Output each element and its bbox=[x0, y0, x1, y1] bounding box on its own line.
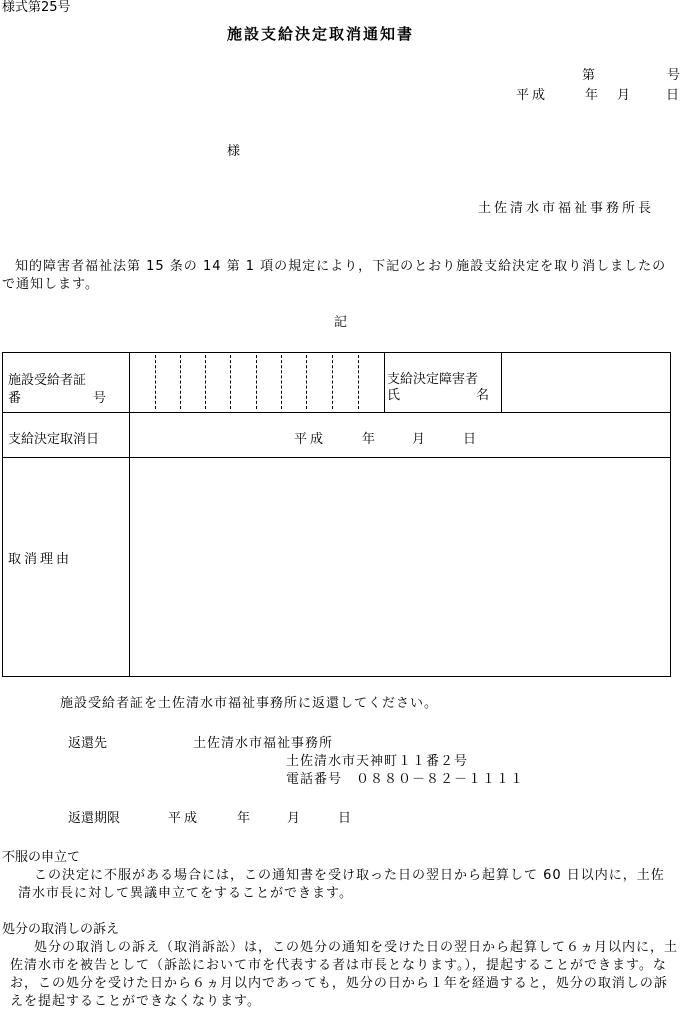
name-label-line2-b: 名 bbox=[476, 388, 490, 403]
date-day: 日 bbox=[666, 88, 680, 103]
return-deadline-day: 日 bbox=[338, 811, 352, 826]
objection-text: この決定に不服がある場合には，この通知書を受け取った日の翌日から起算して 60 日以内に，土佐清水市長に対して異議申立てをすることができます。 bbox=[18, 868, 665, 901]
cert-digit-separator bbox=[230, 355, 231, 409]
reason-value[interactable] bbox=[131, 459, 669, 675]
cert-label-line2-a: 番 bbox=[8, 391, 22, 406]
cert-digit-separator bbox=[155, 355, 156, 409]
cert-digit-separator bbox=[281, 355, 282, 409]
return-to-address: 土佐清水市天神町１１番２号 bbox=[286, 754, 469, 769]
reason-label: 取消理由 bbox=[8, 552, 73, 567]
table-label-divider bbox=[129, 352, 130, 677]
return-deadline-label: 返還期限 bbox=[68, 811, 121, 826]
cert-label-line2-b: 号 bbox=[93, 391, 107, 406]
table-row-divider-1 bbox=[2, 412, 671, 413]
lawsuit-text: 処分の取消しの訴え（取消訴訟）は，この処分の通知を受けた日の翌日から起算して６ヵ月以内に，土佐清水市を被告として（訴訟において市を代表する者は市長となります。），提起することができます。なお，この処分を受けた日から６ヵ月以内であっても，処分の日から１年を経過すると，処分の取消しの訴えを提起することができなくなります。 bbox=[10, 940, 679, 1009]
table-col-divider-1 bbox=[384, 352, 385, 412]
date-month: 月 bbox=[617, 88, 631, 103]
date-era: 平成 bbox=[516, 88, 549, 103]
cert-digit-separator bbox=[358, 355, 359, 409]
name-label-line1: 支給決定障害者 bbox=[387, 372, 479, 387]
cert-digit-separator bbox=[256, 355, 257, 409]
ki-label: 記 bbox=[334, 315, 348, 330]
cert-digit-separator bbox=[180, 355, 181, 409]
return-to-label: 返還先 bbox=[68, 736, 108, 751]
body-text: 知的障害者福祉法第 15 条の 14 第 1 項の規定により，下記のとおり施設支給決定を取り消しましたので通知します。 bbox=[2, 259, 667, 292]
cancel-date-month: 月 bbox=[412, 432, 426, 447]
return-to-office: 土佐清水市福祉事務所 bbox=[193, 736, 334, 751]
return-deadline-month: 月 bbox=[287, 811, 301, 826]
return-deadline-year: 年 bbox=[237, 811, 251, 826]
cancel-date-era: 平成 bbox=[294, 432, 327, 447]
objection-heading: 不服の申立て bbox=[2, 850, 81, 865]
form-number: 様式第25号 bbox=[2, 0, 71, 15]
recipient-name-value[interactable] bbox=[502, 354, 668, 410]
cert-digit-separator bbox=[332, 355, 333, 409]
cert-digit-separator bbox=[205, 355, 206, 409]
cert-label-line1: 施設受給者証 bbox=[8, 373, 87, 388]
cancel-date-label: 支給決定取消日 bbox=[8, 432, 100, 447]
return-notice: 施設受給者証を土佐清水市福祉事務所に返還してください。 bbox=[60, 696, 439, 711]
cancel-date-year: 年 bbox=[362, 432, 376, 447]
return-to-phone: 電話番号 ０８８０－８２－１１１１ bbox=[286, 772, 525, 787]
doc-number-go: 号 bbox=[667, 68, 681, 83]
issuer: 土佐清水市福祉事務所長 bbox=[478, 201, 655, 216]
lawsuit-heading: 処分の取消しの訴え bbox=[2, 922, 120, 937]
table-row-divider-2 bbox=[2, 457, 671, 458]
recipient-suffix: 様 bbox=[227, 144, 241, 159]
doc-number-dai: 第 bbox=[582, 68, 596, 83]
return-deadline-era: 平成 bbox=[168, 811, 201, 826]
document-title: 施設支給決定取消通知書 bbox=[227, 25, 415, 43]
cancel-date-day: 日 bbox=[463, 432, 477, 447]
cert-digit-separator bbox=[306, 355, 307, 409]
name-label-line2-a: 氏 bbox=[387, 388, 401, 403]
date-year: 年 bbox=[585, 88, 599, 103]
